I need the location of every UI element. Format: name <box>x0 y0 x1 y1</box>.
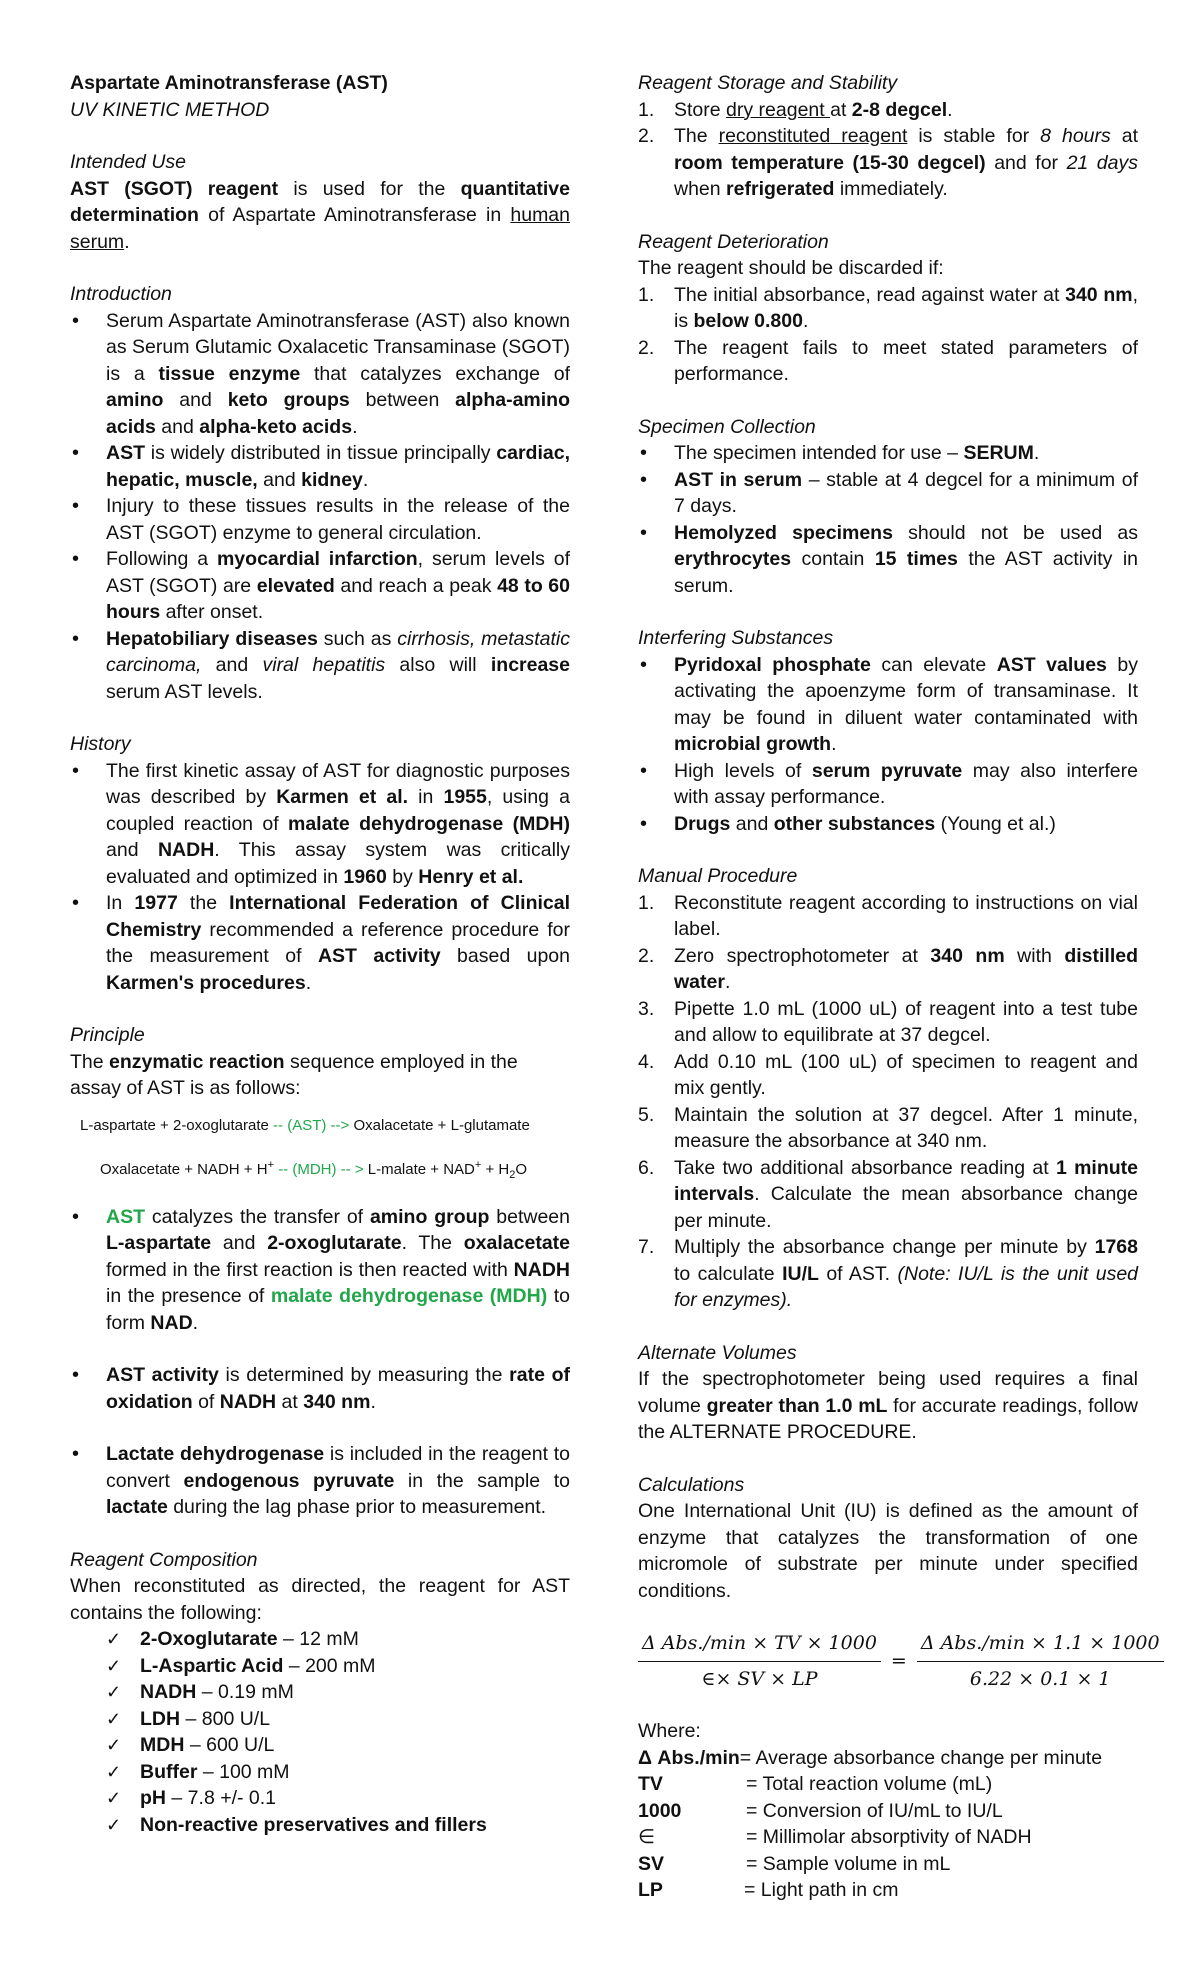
list-item: 1. The initial absorbance, read against water at 340 nm, is below 0.800. <box>638 283 1138 332</box>
list-item: • Drugs and other substances (Young et al.) <box>638 811 1138 838</box>
list-item: ✓ MDH – 600 U/L <box>70 1732 570 1759</box>
list-item: 6. Take two additional absorbance reading at 1 minute intervals. Calculate the mean absorbance change per minute. <box>638 1156 1138 1232</box>
list-item: • Hemolyzed specimens should not be used as erythrocytes contain 15 times the AST activity in serum. <box>638 520 1138 600</box>
alternate-heading: Alternate Volumes <box>638 1341 797 1364</box>
definition-row: LP = Light path in cm <box>638 1879 899 1901</box>
formula-rhs <box>917 1630 1164 1692</box>
deterioration-heading: Reagent Deterioration <box>638 230 829 253</box>
document-subtitle: UV KINETIC METHOD <box>70 98 270 121</box>
list-item: • In 1977 the International Federation of Clinical Chemistry recommended a reference procedure for the measurement of AST activity based upon Karmen's procedures. <box>70 890 570 996</box>
principle-heading: Principle <box>70 1024 145 1046</box>
formula-rhs-denominator: 6.22 × 0.1 × 1 <box>969 1667 1111 1690</box>
list-item: ✓ Non-reactive preservatives and fillers <box>70 1812 570 1839</box>
checkmark-icon: ✓ <box>106 1735 122 1755</box>
calculations-heading: Calculations <box>638 1473 745 1496</box>
checkmark-icon: ✓ <box>106 1814 122 1835</box>
calculations-text: One International Unit (IU) is defined as the amount of enzyme that catalyzes the transformation of one micromole of substrate per minute under specified conditions. <box>638 1500 1138 1602</box>
checkmark-icon: ✓ <box>106 1682 122 1702</box>
introduction-list <box>70 308 570 706</box>
definition-row: TV = Total reaction volume (mL) <box>638 1773 993 1795</box>
list-item: 2. Zero spectrophotometer at 340 nm with distilled water. <box>638 944 1139 993</box>
checkmark-icon: ✓ <box>106 1708 122 1729</box>
list-item: • AST activity is determined by measuring the rate of oxidation of NADH at 340 nm. <box>70 1362 570 1415</box>
checkmark-icon: ✓ <box>106 1788 122 1808</box>
formula-lhs-denominator: ∈× SV × LP <box>701 1667 818 1690</box>
storage-list <box>638 97 1138 203</box>
formula-equals: = <box>890 1649 907 1672</box>
list-item: 2. The reconstituted reagent is stable for 8 hours at room temperature (15-30 degcel) and for 21 days when refrigerated immediately. <box>638 125 1139 200</box>
definition-row: 1000 = Conversion of IU/mL to IU/L <box>638 1799 1003 1822</box>
list-item: • The specimen intended for use – SERUM. <box>638 440 1138 467</box>
list-item: 2. The reagent fails to meet stated parameters of performance. <box>638 336 1138 385</box>
reagent-composition-list <box>70 1626 570 1838</box>
reaction-equation-1: L-aspartate + 2-oxoglutarate -- (AST) --> Oxalacetate + L-glutamate <box>80 1116 530 1134</box>
list-item: ✓ pH – 7.8 +/- 0.1 <box>70 1785 570 1812</box>
deterioration-list <box>638 282 1138 388</box>
list-item: 1. Reconstitute reagent according to instructions on vial label. <box>638 891 1138 940</box>
list-item: • Pyridoxal phosphate can elevate AST values by activating the apoenzyme form of transaminase. It may be found in diluent water contaminated with microbial growth. <box>638 652 1138 758</box>
principle-intro: The enzymatic reaction sequence employed in the assay of AST is as follows: <box>70 1050 518 1099</box>
list-item: 1. Store dry reagent at 2-8 degcel. <box>638 98 953 121</box>
where-label: Where: <box>638 1720 701 1742</box>
definition-row: ∈ = Millimolar absorptivity of NADH <box>638 1826 1032 1848</box>
reaction-equation-2: Oxalacetate + NADH + H+ -- (MDH) -- > L-malate + $NAD^+ + H_2O$ <box>100 1158 528 1181</box>
list-item: • Serum Aspartate Aminotransferase (AST) also known as Serum Glutamic Oxalacetic Transaminase (SGOT) is a tissue enzyme that catalyzes exchange of amino and keto groups between alpha-amino acids and alpha-keto acids. <box>70 308 570 441</box>
definitions-list <box>638 1745 1138 1904</box>
definition-row: Δ Abs./min = Average absorbance change per minute <box>638 1746 1103 1769</box>
list-item: • Injury to these tissues results in the release of the AST (SGOT) enzyme to general circulation. <box>70 493 570 546</box>
list-item: • The first kinetic assay of AST for diagnostic purposes was described by Karmen et al. in 1955, using a coupled reaction of malate dehydrogenase (MDH) and NADH. This assay system was critically evaluated and optimized in 1960 by Henry et al. <box>70 758 570 891</box>
list-item: • High levels of serum pyruvate may also interfere with assay performance. <box>638 758 1138 811</box>
list-item: ✓ NADH – 0.19 mM <box>70 1679 570 1706</box>
reagent-composition-intro: When reconstituted as directed, the reagent for AST contains the following: <box>70 1575 570 1624</box>
list-item: 4. Add 0.10 mL (100 uL) of specimen to reagent and mix gently. <box>638 1050 1138 1099</box>
history-list <box>70 758 570 997</box>
document-title: Aspartate Aminotransferase (AST) <box>70 72 388 94</box>
interfering-list <box>638 652 1138 838</box>
specimen-list <box>638 440 1138 599</box>
intended-use-heading: Intended Use <box>70 151 187 173</box>
principle-list <box>70 1204 570 1521</box>
intended-use-text: AST (SGOT) reagent is used for the quantitative determination of Aspartate Aminotransferase in human serum. <box>70 177 570 253</box>
list-item: 5. Maintain the solution at 37 degcel. After 1 minute, measure the absorbance at 340 nm. <box>638 1103 1138 1152</box>
manual-heading: Manual Procedure <box>638 865 798 887</box>
definition-row: SV = Sample volume in mL <box>638 1852 951 1875</box>
reagent-composition-heading: Reagent Composition <box>70 1548 258 1571</box>
deterioration-intro: The reagent should be discarded if: <box>638 257 944 279</box>
list-item: • Following a myocardial infarction, serum levels of AST (SGOT) are elevated and reach a peak 48 to 60 hours after onset. <box>70 546 570 626</box>
left-column <box>70 70 570 1838</box>
list-item: • AST in serum – stable at 4 degcel for a minimum of 7 days. <box>638 467 1138 520</box>
interfering-heading: Interfering Substances <box>638 627 834 649</box>
checkmark-icon: ✓ <box>106 1761 122 1782</box>
list-item: ✓ LDH – 800 U/L <box>70 1706 570 1733</box>
alternate-text: If the spectrophotometer being used requires a final volume greater than 1.0 mL for accurate readings, follow the ALTERNATE PROCEDURE. <box>638 1368 1139 1443</box>
iu-formula <box>638 1630 1160 1692</box>
list-item: ✓ 2-Oxoglutarate – 12 mM <box>70 1626 570 1653</box>
formula-rhs-numerator: Δ Abs./min × 1.1 × 1000 <box>917 1630 1164 1662</box>
list-item: • Hepatobiliary diseases such as cirrhosis, metastatic carcinoma, and viral hepatitis also will increase serum AST levels. <box>70 626 570 706</box>
checkmark-icon: ✓ <box>106 1655 122 1676</box>
list-item: 3. Pipette 1.0 mL (1000 uL) of reagent into a test tube and allow to equilibrate at 37 degcel. <box>638 997 1138 1046</box>
list-item: 7. Multiply the absorbance change per minute by 1768 to calculate IU/L of AST. (Note: IU/L is the unit used for enzymes). <box>638 1236 1139 1311</box>
right-column <box>638 70 1160 1904</box>
list-item: ✓ Buffer – 100 mM <box>70 1759 570 1786</box>
storage-heading: Reagent Storage and Stability <box>638 72 898 94</box>
formula-lhs <box>638 1630 881 1692</box>
list-item: ✓ L-Aspartic Acid – 200 mM <box>70 1653 570 1680</box>
list-item: • Lactate dehydrogenase is included in the reagent to convert endogenous pyruvate in the sample to lactate during the lag phase prior to measurement. <box>70 1441 570 1521</box>
list-item: • AST is widely distributed in tissue principally cardiac, hepatic, muscle, and kidney. <box>70 440 570 493</box>
history-heading: History <box>70 733 131 755</box>
list-item: • AST catalyzes the transfer of amino group between L-aspartate and 2-oxoglutarate. The oxalacetate formed in the first reaction is then reacted with NADH in the presence of malate dehydrogenase (MDH) to form NAD. <box>70 1204 570 1337</box>
specimen-heading: Specimen Collection <box>638 415 816 438</box>
checkmark-icon: ✓ <box>106 1629 122 1649</box>
manual-list <box>638 890 1138 1314</box>
formula-lhs-numerator: Δ Abs./min × TV × 1000 <box>638 1630 881 1662</box>
introduction-heading: Introduction <box>70 283 172 305</box>
